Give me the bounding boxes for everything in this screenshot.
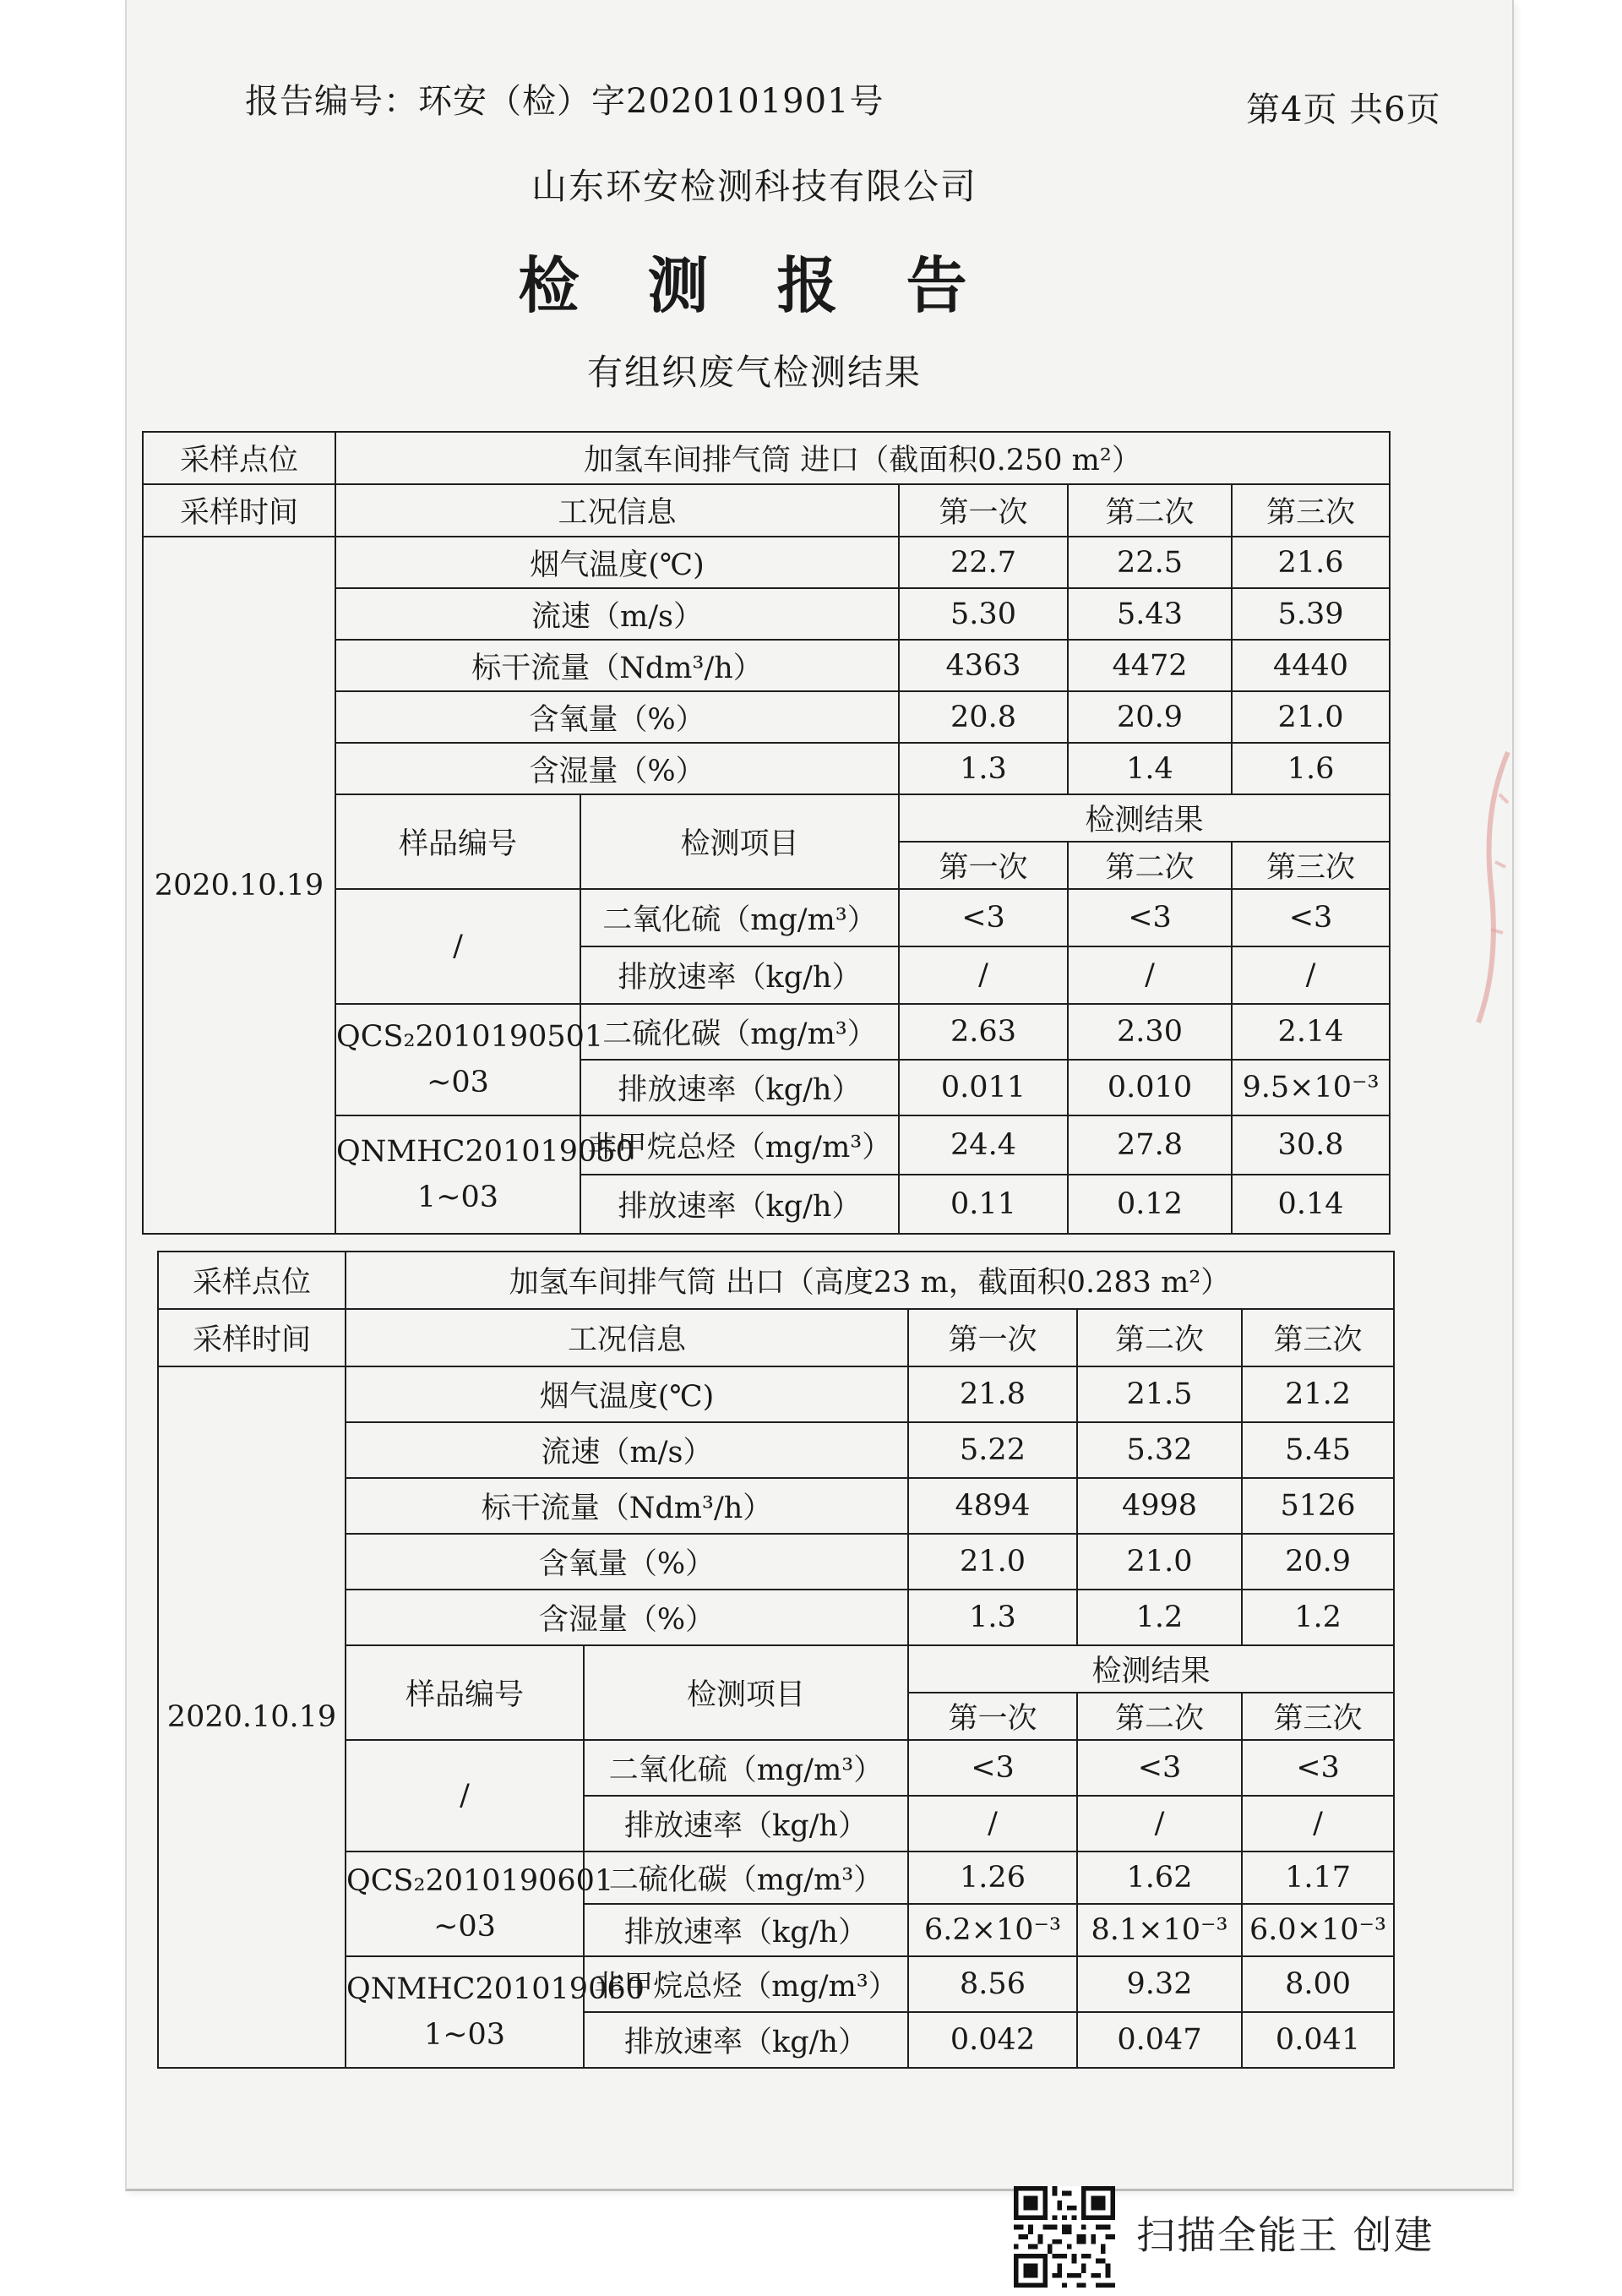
- condition-label: 烟气温度(℃): [346, 1366, 908, 1422]
- result-value: 8.1×10⁻³: [1077, 1904, 1242, 1956]
- condition-label: 标干流量（Ndm³/h）: [346, 1478, 908, 1534]
- run2-header: 第二次: [1068, 484, 1232, 537]
- test-result-header: 检测结果: [899, 794, 1390, 842]
- test-item: 二硫化碳（mg/m³）: [584, 1852, 908, 1904]
- condition-value: 5126: [1242, 1478, 1394, 1534]
- condition-value: 22.5: [1068, 537, 1232, 588]
- condition-value: 1.6: [1232, 743, 1390, 794]
- sample-no-header: 样品编号: [346, 1645, 584, 1740]
- result-value: 27.8: [1068, 1115, 1232, 1175]
- company-name: 山东环安检测科技有限公司: [531, 166, 977, 207]
- test-item: 排放速率（kg/h）: [580, 946, 899, 1004]
- condition-value: 4472: [1068, 640, 1232, 691]
- test-item: 排放速率（kg/h）: [584, 1796, 908, 1852]
- result-value: 2.63: [899, 1004, 1068, 1060]
- test-item: 二氧化硫（mg/m³）: [580, 889, 899, 946]
- condition-value: 1.2: [1077, 1590, 1242, 1645]
- result-value: /: [1077, 1796, 1242, 1852]
- result-value: 6.2×10⁻³: [908, 1904, 1077, 1956]
- qr-code-icon: [1014, 2186, 1115, 2288]
- condition-label: 烟气温度(℃): [335, 537, 899, 588]
- sample-point-label: 采样点位: [158, 1252, 346, 1309]
- condition-value: 21.2: [1242, 1366, 1394, 1422]
- sample-no: QCS₂2010190601 ~03: [346, 1852, 584, 1956]
- condition-value: 4894: [908, 1478, 1077, 1534]
- result-value: /: [908, 1796, 1077, 1852]
- scanner-watermark: [1014, 2186, 1453, 2288]
- result-value: 0.011: [899, 1060, 1068, 1115]
- run3-header: 第三次: [1242, 1693, 1394, 1740]
- condition-value: 4440: [1232, 640, 1390, 691]
- result-value: 0.12: [1068, 1175, 1232, 1234]
- test-item-header: 检测项目: [580, 794, 899, 889]
- test-item: 排放速率（kg/h）: [584, 2012, 908, 2068]
- result-value: 1.26: [908, 1852, 1077, 1904]
- sample-no-header: 样品编号: [335, 794, 580, 889]
- condition-value: 21.6: [1232, 537, 1390, 588]
- result-value: /: [1232, 946, 1390, 1004]
- run3-header: 第三次: [1242, 1309, 1394, 1366]
- result-value: 0.041: [1242, 2012, 1394, 2068]
- condition-value: 5.32: [1077, 1422, 1242, 1478]
- condition-info-label: 工况信息: [346, 1309, 908, 1366]
- result-value: 8.00: [1242, 1956, 1394, 2012]
- test-item: 非甲烷总烃（mg/m³）: [580, 1115, 899, 1175]
- run3-header: 第三次: [1232, 842, 1390, 889]
- table-row: [143, 432, 1390, 484]
- condition-value: 20.9: [1068, 691, 1232, 743]
- run1-header: 第一次: [908, 1693, 1077, 1740]
- condition-value: 4998: [1077, 1478, 1242, 1534]
- result-value: 8.56: [908, 1956, 1077, 2012]
- sample-no: QCS₂2010190501 ~03: [335, 1004, 580, 1115]
- result-value: <3: [1077, 1740, 1242, 1796]
- condition-info-label: 工况信息: [335, 484, 899, 537]
- condition-label: 流速（m/s）: [335, 588, 899, 640]
- condition-label: 标干流量（Ndm³/h）: [335, 640, 899, 691]
- sample-time-label: 采样时间: [158, 1309, 346, 1366]
- condition-label: 含氧量（%）: [346, 1534, 908, 1590]
- condition-value: 5.39: [1232, 588, 1390, 640]
- result-value: 30.8: [1232, 1115, 1390, 1175]
- watermark-text: 扫描全能王 创建: [1136, 2212, 1434, 2258]
- table-row: [158, 1366, 1394, 1422]
- test-item-header: 检测项目: [584, 1645, 908, 1740]
- test-result-header: 检测结果: [908, 1645, 1394, 1693]
- document-title: 检 测 报 告: [518, 249, 991, 321]
- result-value: 0.047: [1077, 2012, 1242, 2068]
- condition-value: 4363: [899, 640, 1068, 691]
- report-number: 报告编号：环安（检）字2020101901号: [245, 82, 884, 121]
- test-item: 非甲烷总烃（mg/m³）: [584, 1956, 908, 2012]
- result-value: 2.14: [1232, 1004, 1390, 1060]
- condition-value: 21.8: [908, 1366, 1077, 1422]
- sample-no: QNMHC201019050 1~03: [335, 1115, 580, 1234]
- condition-label: 流速（m/s）: [346, 1422, 908, 1478]
- condition-value: 21.0: [1232, 691, 1390, 743]
- sample-point-value: 加氢车间排气筒 出口（高度23 m，截面积0.283 m²）: [346, 1252, 1394, 1309]
- condition-value: 22.7: [899, 537, 1068, 588]
- table-title: 有组织废气检测结果: [586, 352, 922, 393]
- sample-no: QNMHC201019060 1~03: [346, 1956, 584, 2068]
- inlet-results-table: [142, 431, 1391, 1235]
- table-row: [143, 484, 1390, 537]
- result-value: 1.17: [1242, 1852, 1394, 1904]
- result-value: <3: [1068, 889, 1232, 946]
- outlet-results-table: [157, 1251, 1395, 2069]
- test-item: 二硫化碳（mg/m³）: [580, 1004, 899, 1060]
- condition-value: 5.43: [1068, 588, 1232, 640]
- condition-value: 1.3: [908, 1590, 1077, 1645]
- result-value: 24.4: [899, 1115, 1068, 1175]
- result-value: 0.11: [899, 1175, 1068, 1234]
- condition-value: 1.4: [1068, 743, 1232, 794]
- condition-value: 1.2: [1242, 1590, 1394, 1645]
- run2-header: 第二次: [1077, 1309, 1242, 1366]
- result-value: 0.042: [908, 2012, 1077, 2068]
- condition-value: 1.3: [899, 743, 1068, 794]
- condition-value: 5.30: [899, 588, 1068, 640]
- sample-no: /: [335, 889, 580, 1004]
- result-value: 1.62: [1077, 1852, 1242, 1904]
- run2-header: 第二次: [1068, 842, 1232, 889]
- result-value: <3: [1242, 1740, 1394, 1796]
- condition-value: 20.8: [899, 691, 1068, 743]
- condition-value: 20.9: [1242, 1534, 1394, 1590]
- result-value: 9.5×10⁻³: [1232, 1060, 1390, 1115]
- table-row: [143, 537, 1390, 588]
- page-number: 第4页 共6页: [1246, 90, 1441, 129]
- run1-header: 第一次: [899, 842, 1068, 889]
- result-value: /: [1068, 946, 1232, 1004]
- result-value: 0.010: [1068, 1060, 1232, 1115]
- result-value: /: [899, 946, 1068, 1004]
- test-item: 排放速率（kg/h）: [584, 1904, 908, 1956]
- result-value: 9.32: [1077, 1956, 1242, 2012]
- sample-date: 2020.10.19: [158, 1366, 346, 2068]
- test-item: 排放速率（kg/h）: [580, 1175, 899, 1234]
- condition-value: 5.22: [908, 1422, 1077, 1478]
- stamp-fragment: [1466, 744, 1516, 1031]
- result-value: <3: [1232, 889, 1390, 946]
- result-value: 6.0×10⁻³: [1242, 1904, 1394, 1956]
- table-row: [158, 1252, 1394, 1309]
- test-item: 排放速率（kg/h）: [580, 1060, 899, 1115]
- result-value: 2.30: [1068, 1004, 1232, 1060]
- result-value: 0.14: [1232, 1175, 1390, 1234]
- sample-time-label: 采样时间: [143, 484, 335, 537]
- run1-header: 第一次: [899, 484, 1068, 537]
- run3-header: 第三次: [1232, 484, 1390, 537]
- condition-value: 21.0: [1077, 1534, 1242, 1590]
- sample-no: /: [346, 1740, 584, 1852]
- test-item: 二氧化硫（mg/m³）: [584, 1740, 908, 1796]
- run2-header: 第二次: [1077, 1693, 1242, 1740]
- result-value: /: [1242, 1796, 1394, 1852]
- condition-value: 21.0: [908, 1534, 1077, 1590]
- condition-value: 21.5: [1077, 1366, 1242, 1422]
- condition-label: 含湿量（%）: [335, 743, 899, 794]
- condition-label: 含湿量（%）: [346, 1590, 908, 1645]
- sample-point-value: 加氢车间排气筒 进口（截面积0.250 m²）: [335, 432, 1390, 484]
- page-header: [245, 74, 1461, 129]
- result-value: <3: [899, 889, 1068, 946]
- sample-date: 2020.10.19: [143, 537, 335, 1234]
- condition-label: 含氧量（%）: [335, 691, 899, 743]
- sample-point-label: 采样点位: [143, 432, 335, 484]
- run1-header: 第一次: [908, 1309, 1077, 1366]
- condition-value: 5.45: [1242, 1422, 1394, 1478]
- table-row: [158, 1309, 1394, 1366]
- result-value: <3: [908, 1740, 1077, 1796]
